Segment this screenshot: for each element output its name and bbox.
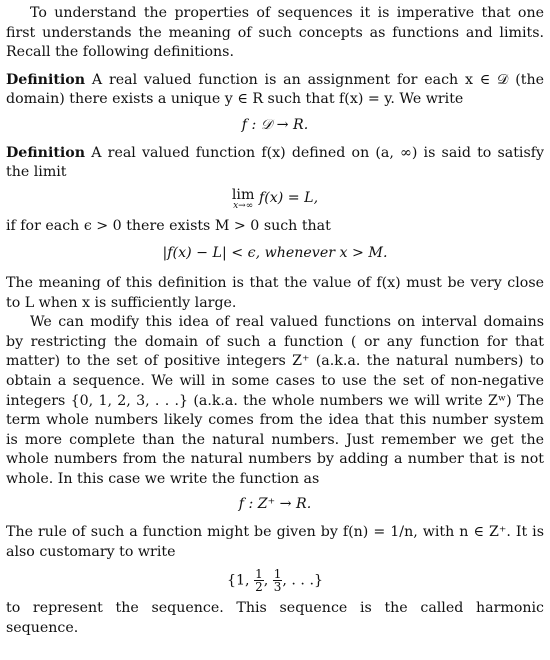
set-open: {1, <box>226 572 250 589</box>
set-separator: , <box>263 572 269 589</box>
meaning-paragraph: The meaning of this definition is that the value of f(x) must be very close to L when x is sufficiently large. <box>6 274 544 311</box>
fraction-numerator: 1 <box>273 567 282 582</box>
definition-function <box>6 71 544 110</box>
definition-function-text: A real valued function is an assignment for each x ∈ 𝒟 (the domain) there exists a unique y ∈ R such that f(x) = y. We write <box>6 71 544 108</box>
fraction-one-third <box>273 568 283 593</box>
limit-operator <box>231 186 255 211</box>
definition-label: Definition <box>6 71 86 88</box>
rule-paragraph: The rule of such a function might be given by f(n) = 1/n, with n ∈ Z⁺. It is also customary to write <box>6 524 544 560</box>
set-close: , . . .} <box>282 572 323 589</box>
fraction-denominator: 3 <box>273 580 282 595</box>
display-equation-limit <box>6 186 544 211</box>
display-equation-function-map: f : 𝒟 → R. <box>241 116 309 133</box>
final-paragraph: to represent the sequence. This sequence is the called harmonic sequence. <box>6 600 544 636</box>
limit-word: lim <box>231 186 255 203</box>
modify-paragraph: We can modify this idea of real valued functions on interval domains by restricting the domain of such a function ( or any function for that matter) to the set of positive integers Z⁺ (a.k.a. the natural numbers) to obtain a sequence. We will in some cases to use the set of non-negative integers {0, 1, 2, 3, . . .} (a.k.a. the whole numbers we will write Zʷ) The term whole numbers likely comes from the idea that this number system is more complete than the natural numbers. Just remember we get the whole numbers from the natural numbers by adding a number that is not whole. In this case we write the function as <box>6 314 544 487</box>
limit-expression: f(x) = L, <box>258 189 319 206</box>
display-equation-harmonic-set <box>6 568 544 593</box>
intro-paragraph: To understand the properties of sequences it is imperative that one first understands the meaning of such concepts as functions and limits. Recall the following definitions. <box>6 5 544 61</box>
fraction-numerator: 1 <box>255 567 263 582</box>
fraction-one-half <box>254 568 264 593</box>
definition-limit-text: A real valued function f(x) defined on (a, ∞) is said to satisfy the limit <box>6 144 544 181</box>
limit-condition: if for each ϵ > 0 there exists M > 0 such that <box>6 217 331 234</box>
definition-limit <box>6 144 544 183</box>
display-equation-epsilon: |f(x) − L| < ϵ, whenever x > M. <box>162 245 388 262</box>
limit-subscript: x→∞ <box>233 200 254 211</box>
definition-label: Definition <box>6 144 86 161</box>
fraction-denominator: 2 <box>255 580 263 595</box>
display-equation-sequence-map: f : Z⁺ → R. <box>238 496 312 513</box>
